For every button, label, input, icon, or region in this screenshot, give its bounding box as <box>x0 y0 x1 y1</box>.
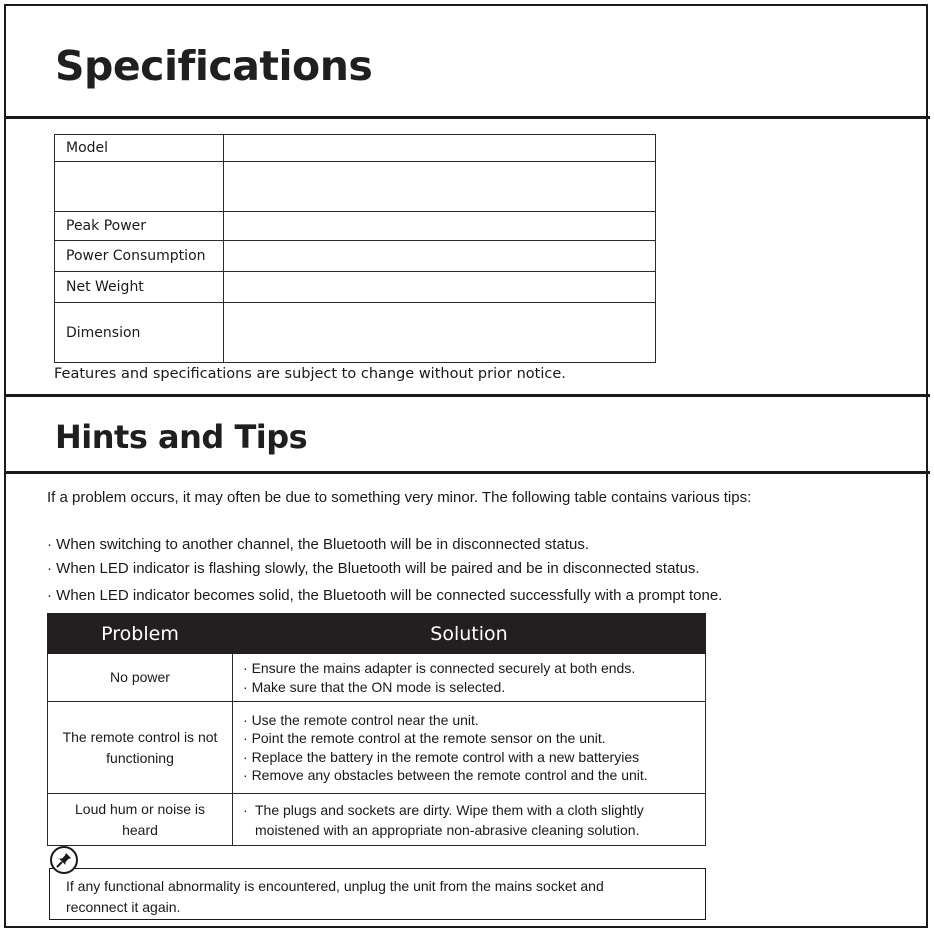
spec-label: Power Consumption <box>55 241 224 272</box>
solution-item: · Ensure the mains adapter is connected securely at both ends. <box>243 660 636 676</box>
tip-bullet <box>47 587 722 604</box>
tip-bullet <box>47 560 700 577</box>
table-row <box>48 654 706 702</box>
problem-cell: The remote control is not functioning <box>48 702 233 794</box>
bullet-icon: · <box>47 560 52 577</box>
solution-item: · Use the remote control near the unit. <box>243 711 479 728</box>
tip-bullet-text: When LED indicator is flashing slowly, the Bluetooth will be paired and be in disconnected status. <box>56 560 700 577</box>
spec-row <box>55 212 656 241</box>
spec-label: Peak Power <box>55 212 224 241</box>
spec-row <box>55 241 656 272</box>
spec-value <box>224 212 656 241</box>
tip-bullet <box>47 536 589 553</box>
header-solution: Solution <box>233 614 706 654</box>
solution-cell <box>233 794 706 846</box>
spec-label: Model <box>55 135 224 162</box>
table-row <box>48 702 706 794</box>
spec-label: Dimension <box>55 303 224 363</box>
divider <box>4 471 930 474</box>
header-problem: Problem <box>48 614 233 654</box>
spec-value <box>224 135 656 162</box>
spec-label: Net Weight <box>55 272 224 303</box>
tips-intro: If a problem occurs, it may often be due to something very minor. The following table contains various tips: <box>47 489 752 506</box>
tips-title: Hints and Tips <box>55 418 308 456</box>
spec-value <box>224 162 656 212</box>
solution-item: · Replace the battery in the remote control with a new batteryies <box>243 748 640 765</box>
solution-cell <box>233 702 706 794</box>
tip-text: If any functional abnormality is encountered, unplug the unit from the mains socket and reconnect it again. <box>66 878 604 915</box>
spec-note: Features and specifications are subject to change without prior notice. <box>54 366 566 382</box>
spec-table <box>54 134 656 363</box>
table-row <box>48 794 706 846</box>
spec-title: Specifications <box>55 42 373 90</box>
spec-value <box>224 272 656 303</box>
divider <box>4 394 930 397</box>
spec-row <box>55 162 656 212</box>
bullet-icon: · <box>47 536 52 553</box>
problem-cell: Loud hum or noise is heard <box>48 794 233 846</box>
troubleshooting-table <box>47 613 706 846</box>
solution-item: · Remove any obstacles between the remote control and the unit. <box>243 767 648 783</box>
solution-item: · The plugs and sockets are dirty. Wipe them with a cloth slightly moistened with an appropriate non-abrasive cleaning solution. <box>243 801 644 838</box>
tip-bullet-text: When switching to another channel, the Bluetooth will be in disconnected status. <box>56 536 589 553</box>
bullet-icon: · <box>47 587 52 604</box>
solution-cell <box>233 654 706 702</box>
spec-row <box>55 135 656 162</box>
table-header <box>48 614 706 654</box>
spec-value <box>224 241 656 272</box>
pushpin-icon <box>50 846 78 874</box>
spec-label <box>55 162 224 212</box>
solution-item: · Make sure that the ON mode is selected. <box>243 678 506 695</box>
spec-value <box>224 303 656 363</box>
spec-row <box>55 272 656 303</box>
spec-row <box>55 303 656 363</box>
solution-item: · Point the remote control at the remote sensor on the unit. <box>243 730 606 746</box>
problem-cell: No power <box>48 654 233 702</box>
tip-bullet-text: When LED indicator becomes solid, the Bluetooth will be connected successfully with a prompt tone. <box>56 587 723 604</box>
divider <box>4 116 930 119</box>
